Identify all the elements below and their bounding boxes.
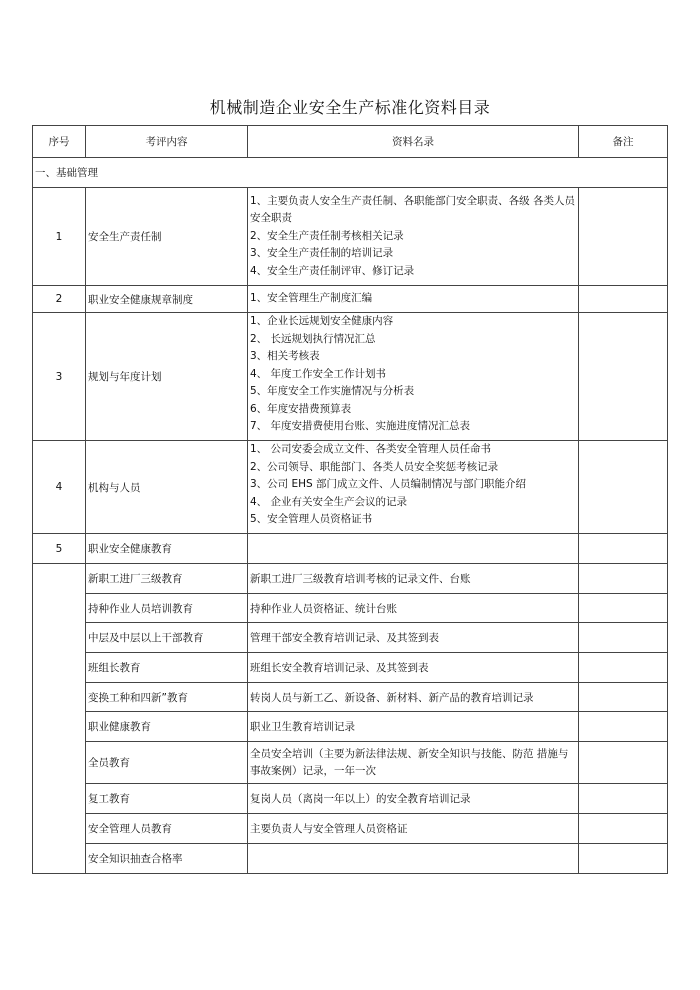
sub-docs: 职业卫生教育培训记录	[248, 712, 579, 742]
sub-docs: 主要负责人与安全管理人员资格证	[248, 814, 579, 844]
doc-item: 1、企业长远规划安全健康内容	[250, 315, 394, 327]
row-remark	[579, 844, 668, 874]
row-remark	[579, 623, 668, 653]
doc-item: 5、安全管理人员资格证书	[250, 513, 373, 525]
header-row	[33, 126, 668, 158]
row-docs	[248, 313, 579, 441]
doc-item: 4、安全生产责任制评审、修订记录	[250, 264, 415, 277]
doc-item: 5、年度安全工作实施情况与分析表	[250, 385, 415, 397]
table-row	[33, 313, 668, 441]
row-content: 职业安全健康教育	[86, 534, 248, 564]
row-remark	[579, 564, 668, 594]
row-docs	[248, 534, 579, 564]
row-seq: 1	[33, 188, 86, 286]
row-remark	[579, 441, 668, 534]
doc-item: 4、 企业有关安全生产会议的记录	[250, 495, 408, 508]
page-title: 机械制造企业安全生产标准化资料目录	[209, 98, 491, 117]
sub-content: 班组长教育	[86, 653, 248, 683]
sub-row	[33, 814, 668, 844]
sub-docs: 管理干部安全教育培训记录、及其签到表	[248, 623, 579, 653]
sub-docs	[248, 844, 579, 874]
sub-row	[33, 623, 668, 653]
section-row	[33, 158, 668, 188]
sub-content: 安全知识抽查合格率	[86, 844, 248, 874]
row-remark	[579, 594, 668, 623]
row-docs	[248, 188, 579, 286]
header-seq: 序号	[33, 126, 86, 158]
row-content: 规划与年度计划	[86, 313, 248, 441]
row-docs	[248, 441, 579, 534]
sub-content: 中层及中层以上干部教育	[86, 623, 248, 653]
doc-item: 3、公司 EHS 部门成立文件、人员编制情况与部门职能介绍	[250, 478, 527, 490]
sub-row	[33, 742, 668, 784]
sub-row	[33, 784, 668, 814]
doc-item: 7、 年度安措费使用台账、实施进度情况汇总表	[250, 420, 471, 432]
row-content: 机构与人员	[86, 441, 248, 534]
sub-docs: 新职工进厂三级教育培训考核的记录文件、台账	[248, 564, 579, 594]
sub-docs: 全员安全培训（主要为新法律法规、新安全知识与技能、防范 措施与事故案例）记录，一年一次	[248, 742, 579, 784]
catalog-table	[32, 125, 668, 874]
doc-item: 1、主要负责人安全生产责任制、各职能部门安全职责、各级 各类人员安全职责	[250, 194, 576, 225]
header-remark: 备注	[579, 126, 668, 158]
sub-docs: 班组长安全教育培训记录、及其签到表	[248, 653, 579, 683]
doc-item: 1、安全管理生产制度汇编	[250, 292, 373, 305]
sub-row	[33, 653, 668, 683]
doc-item: 2、 长远规划执行情况汇总	[250, 332, 376, 345]
doc-item: 2、安全生产责任制考核相关记录	[250, 229, 404, 242]
sub-row	[33, 844, 668, 874]
section-heading: 一、基础管理	[33, 158, 668, 188]
doc-item: 6、年度安措费预算表	[250, 402, 352, 415]
row-seq: 2	[33, 286, 86, 313]
sub-docs: 持种作业人员资格证、统计台账	[248, 594, 579, 623]
doc-item: 3、相关考核表	[250, 350, 320, 362]
doc-item: 2、公司领导、职能部门、各类人员安全奖惩考核记录	[250, 460, 499, 473]
table-row	[33, 534, 668, 564]
row-remark	[579, 653, 668, 683]
row-remark	[579, 286, 668, 313]
sub-row	[33, 712, 668, 742]
row-remark	[579, 188, 668, 286]
row-seq: 4	[33, 441, 86, 534]
row-remark	[579, 534, 668, 564]
doc-item: 3、安全生产责任制的培训记录	[250, 247, 394, 260]
row-docs	[248, 286, 579, 313]
row-remark	[579, 313, 668, 441]
sub-content: 新职工进厂三级教育	[86, 564, 248, 594]
sub-content: 全员教育	[86, 742, 248, 784]
row-remark	[579, 683, 668, 712]
sub-docs: 转岗人员与新工乙、新设备、新材料、新产品的教育培训记录	[248, 683, 579, 712]
row-remark	[579, 742, 668, 784]
header-content: 考评内容	[86, 126, 248, 158]
row-remark	[579, 784, 668, 814]
table-row	[33, 188, 668, 286]
sub-content: 变换工种和四新”教育	[86, 683, 248, 712]
row-remark	[579, 814, 668, 844]
row-seq: 3	[33, 313, 86, 441]
sub-row	[33, 564, 668, 594]
sub-content: 安全管理人员教育	[86, 814, 248, 844]
doc-item: 4、 年度工作安全工作计划书	[250, 367, 387, 380]
table-row	[33, 441, 668, 534]
row-seq: 5	[33, 534, 86, 564]
row-content: 职业安全健康规章制度	[86, 286, 248, 313]
sub-row	[33, 594, 668, 623]
header-docs: 资料名录	[248, 126, 579, 158]
sub-seq-cell	[33, 564, 86, 874]
sub-content: 持种作业人员培训教育	[86, 594, 248, 623]
sub-row	[33, 683, 668, 712]
sub-content: 职业健康教育	[86, 712, 248, 742]
sub-content: 复工教育	[86, 784, 248, 814]
row-remark	[579, 712, 668, 742]
table-row	[33, 286, 668, 313]
sub-docs: 复岗人员（离岗一年以上）的安全教育培训记录	[248, 784, 579, 814]
doc-item: 1、 公司安委会成立文件、各类安全管理人员任命书	[250, 443, 492, 455]
row-content: 安全生产责任制	[86, 188, 248, 286]
